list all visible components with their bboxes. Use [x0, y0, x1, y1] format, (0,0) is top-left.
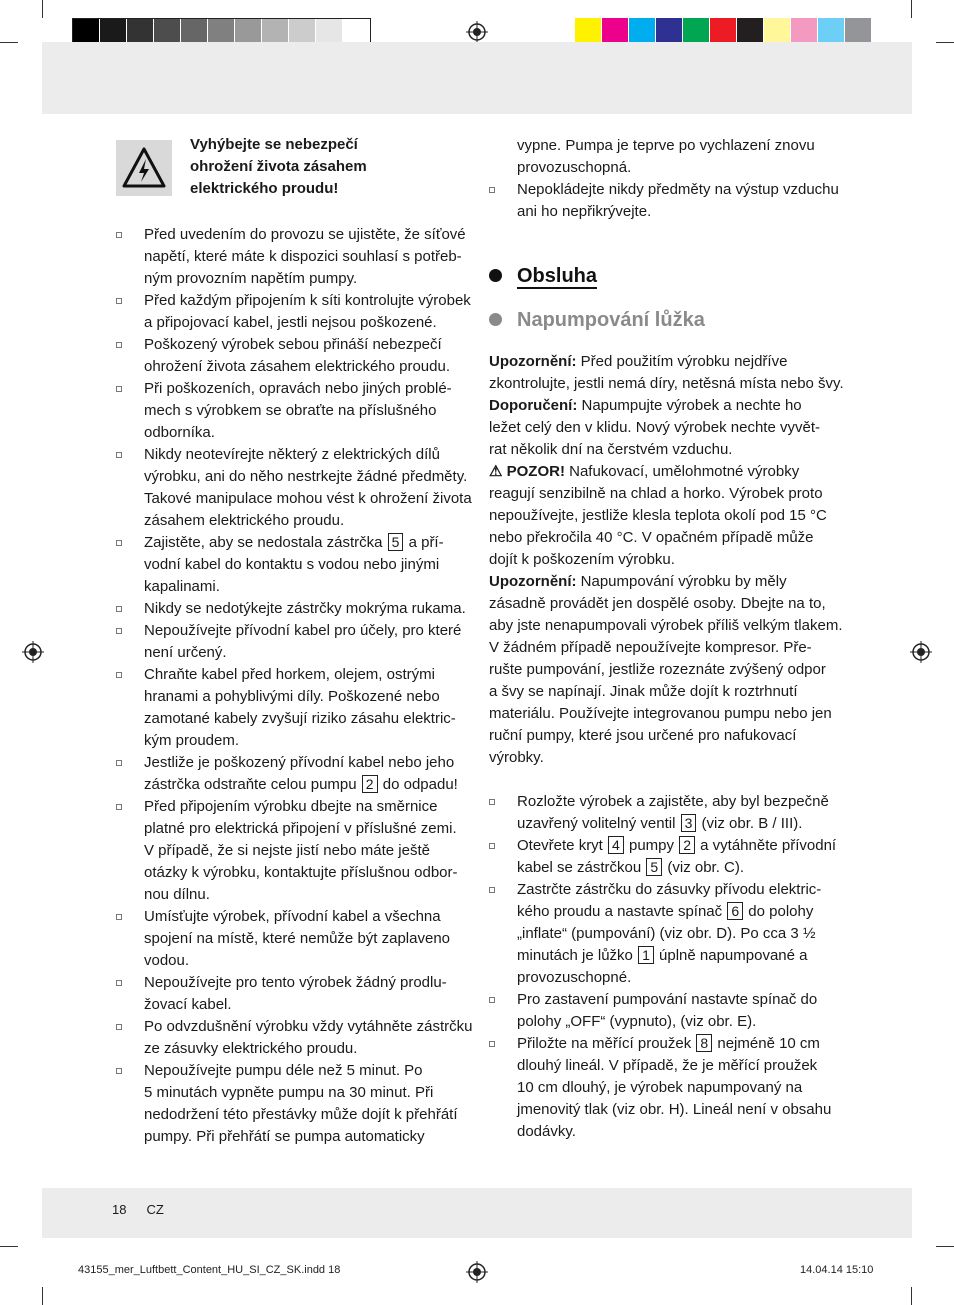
text-line: výrobky.	[489, 749, 544, 766]
crop-mark	[42, 0, 43, 18]
text-fragment: Zajistěte, aby se nedostala zástrčka	[144, 534, 387, 551]
text-fragment: minutách je lůžko	[517, 947, 638, 964]
file-slug: 43155_mer_Luftbett_Content_HU_SI_CZ_SK.indd 18	[78, 1264, 341, 1276]
text-line: Nepokládejte nikdy předměty na výstup vzduchu	[517, 181, 839, 198]
text-fragment: a vytáhněte přívodní	[695, 837, 837, 854]
language-code: CZ	[146, 1202, 164, 1217]
text-line: materiálu. Používejte integrovanou pumpu nebo jen	[489, 705, 832, 722]
warning-title	[190, 134, 450, 200]
text-line	[517, 945, 849, 967]
text-line: spojení na místě, které nemůže být zaplaveno	[144, 930, 451, 947]
text-line: rušte pumpování, jestliže rozeznáte zvýšený odpor	[489, 661, 826, 678]
list-item	[116, 224, 476, 290]
list-item	[116, 972, 476, 1016]
text-fragment: (viz obr. B / III).	[697, 815, 803, 832]
text-line: dodávky.	[517, 1123, 576, 1140]
note-paragraph	[489, 351, 849, 395]
electric-hazard-icon	[116, 140, 172, 196]
text-fragment: Před použitím výrobku nejdříve	[576, 353, 788, 370]
text-line: výrobku, ani do něho nestrkejte žádné předměty.	[144, 468, 468, 485]
text-line	[489, 351, 849, 373]
text-fragment: kého proudu a nastavte spínač	[517, 903, 727, 920]
text-line: zásahem elektrického proudu.	[144, 512, 345, 529]
text-line: zásadně provádět jen dospělé osoby. Dbejte na to,	[489, 595, 826, 612]
list-item	[116, 752, 476, 796]
text-line: „inflate“ (pumpování) (viz obr. D). Po cca 3 ½	[517, 925, 816, 942]
text-line	[517, 835, 849, 857]
text-line: ruční pumpy, které jsou určené pro nafukovací	[489, 727, 797, 744]
text-line: Nepoužívejte pro tento výrobek žádný prodlu-	[144, 974, 447, 991]
crop-mark	[42, 1287, 43, 1305]
text-line: Při poškozeních, opravách nebo jiných problé-	[144, 380, 452, 397]
text-fragment: Nafukovací, umělohmotné výrobky	[564, 463, 800, 480]
part-number-box: 4	[608, 836, 624, 854]
text-line: aby jste nenapumpovali výrobek příliš velkým tlakem.	[489, 617, 843, 634]
crop-mark	[0, 1246, 18, 1247]
text-fragment: (viz obr. C).	[663, 859, 745, 876]
text-line: odborníka.	[144, 424, 215, 441]
text-fragment: Otevřete kryt	[517, 837, 608, 854]
text-line: jmenovitý tlak (viz obr. H). Lineál není v obsahu	[517, 1101, 832, 1118]
text-line	[517, 1033, 849, 1055]
note-paragraph	[489, 395, 849, 461]
continuation-text	[489, 135, 849, 179]
text-line: Před připojením výrobku dbejte na směrnice	[144, 798, 438, 815]
registration-mark-icon	[466, 1261, 488, 1283]
text-line: nepoužívejte, jestliže klesla teplota okolí pod 15 °C	[489, 507, 827, 524]
crop-mark	[0, 42, 18, 43]
text-line: V žádném případě nepoužívejte kompresor. Pře-	[489, 639, 812, 656]
text-line: platné pro elektrická připojení v příslušné zemi.	[144, 820, 457, 837]
list-item	[489, 835, 849, 879]
part-number-box: 2	[362, 775, 378, 793]
header-band	[42, 42, 912, 114]
crop-mark	[911, 0, 912, 18]
subsection-heading: Napumpování lůžka	[489, 307, 849, 333]
text-fragment: a pří-	[404, 534, 444, 551]
list-item	[489, 791, 849, 835]
text-line	[517, 901, 849, 923]
list-item	[116, 1060, 476, 1148]
text-line: a švy se napínají. Jinak může dojít k roztrhnutí	[489, 683, 798, 700]
registration-mark-icon	[466, 21, 488, 43]
text-fragment: zástrčka odstraňte celou pumpu	[144, 776, 361, 793]
text-line: Před uvedením do provozu se ujistěte, že síťové	[144, 226, 466, 243]
text-line: Rozložte výrobek a zajistěte, aby byl bezpečně	[517, 793, 829, 810]
list-item	[116, 796, 476, 906]
text-line: Chraňte kabel před horkem, olejem, ostrými	[144, 666, 435, 683]
text-line: dlouhý lineál. V případě, že je měřící proužek	[517, 1057, 818, 1074]
left-safety-list	[116, 224, 476, 1148]
text-fragment: Napumpování výrobku by měly	[576, 573, 787, 590]
text-line: a připojovací kabel, jestli nejsou poškozené.	[144, 314, 437, 331]
text-line: ani ho nepřikrývejte.	[517, 203, 652, 220]
list-item	[489, 879, 849, 989]
list-item	[489, 989, 849, 1033]
list-item	[116, 598, 476, 620]
text-line: rat několik dní na čerstvém vzduchu.	[489, 441, 733, 458]
text-line: Nikdy se nedotýkejte zástrčky mokrýma rukama.	[144, 600, 466, 617]
text-line: nedodržení této přestávky může dojít k přehřátí	[144, 1106, 458, 1123]
text-line: V případě, že si nejste jistí nebo máte ještě	[144, 842, 430, 859]
text-fragment: Napumpujte výrobek a nechte ho	[577, 397, 802, 414]
part-number-box: 5	[646, 858, 662, 876]
text-fragment: Přiložte na měřící proužek	[517, 1035, 696, 1052]
text-line	[489, 461, 849, 483]
right-column	[489, 135, 849, 1143]
text-fragment: do odpadu!	[378, 776, 458, 793]
text-line	[517, 813, 849, 835]
text-line: není určený.	[144, 644, 227, 661]
text-line: Nepoužívejte přívodní kabel pro účely, pro které	[144, 622, 462, 639]
note-label: Doporučení:	[489, 397, 578, 414]
warning-box	[116, 140, 172, 196]
list-item	[116, 906, 476, 972]
text-line: Pro zastavení pumpování nastavte spínač do	[517, 991, 818, 1008]
text-fragment: pumpy	[624, 837, 679, 854]
date-slug: 14.04.14 15:10	[800, 1264, 874, 1276]
crop-mark	[936, 1246, 954, 1247]
list-item	[116, 664, 476, 752]
text-line: provozuschopná.	[517, 159, 632, 176]
list-item	[489, 1033, 849, 1143]
section-heading-text: Obsluha	[517, 265, 598, 287]
text-line: ohrožení života zásahem elektrického proudu.	[144, 358, 451, 375]
list-item	[116, 290, 476, 334]
section-heading	[489, 263, 849, 289]
warning-line: ohrožení života zásahem	[190, 158, 367, 175]
notes-block	[489, 351, 849, 769]
text-fragment: úplně napumpované a	[654, 947, 808, 964]
text-line: hranami a pohyblivými díly. Poškozené nebo	[144, 688, 440, 705]
text-line	[144, 774, 476, 796]
text-line: vypne. Pumpa je teprve po vychlazení znovu	[517, 137, 815, 154]
text-line: polohy „OFF“ (vypnuto), (viz obr. E).	[517, 1013, 757, 1030]
inflation-steps-list	[489, 791, 849, 1143]
warning-line: Vyhýbejte se nebezpečí	[190, 136, 358, 153]
text-line: 10 cm dlouhý, je výrobek napumpovaný na	[517, 1079, 803, 1096]
text-line	[517, 857, 849, 879]
text-line: mech s výrobkem se obraťte na příslušného	[144, 402, 437, 419]
text-line: Zastrčte zástrčku do zásuvky přívodu elektric-	[517, 881, 822, 898]
text-line: napětí, které máte k dispozici souhlasí s potřeb-	[144, 248, 462, 265]
footer-band	[42, 1188, 912, 1238]
text-line: Jestliže je poškozený přívodní kabel nebo jeho	[144, 754, 455, 771]
list-item	[116, 1016, 476, 1060]
list-item	[116, 378, 476, 444]
text-line: nebo překročila 40 °C. V opačném případě může	[489, 529, 814, 546]
list-item	[116, 444, 476, 532]
text-line: vodou.	[144, 952, 190, 969]
text-fragment: do polohy	[744, 903, 814, 920]
text-line: žovací kabel.	[144, 996, 232, 1013]
text-line: Takové manipulace mohou vést k ohrožení života	[144, 490, 472, 507]
text-line: Umísťujte výrobek, přívodní kabel a všechna	[144, 908, 441, 925]
text-line	[489, 395, 849, 417]
text-fragment: uzavřený volitelný ventil	[517, 815, 680, 832]
text-line: kapalinami.	[144, 578, 220, 595]
text-line: zkontrolujte, jestli nemá díry, netěsná místa nebo švy.	[489, 375, 844, 392]
text-line: Před každým připojením k síti kontrolujte výrobek	[144, 292, 471, 309]
crop-mark	[936, 42, 954, 43]
text-line: provozuschopné.	[517, 969, 632, 986]
text-line: ným provozním napětím pumpy.	[144, 270, 358, 287]
note-paragraph	[489, 461, 849, 571]
note-paragraph	[489, 571, 849, 769]
warning-line: elektrického proudu!	[190, 180, 339, 197]
registration-mark-icon	[910, 641, 932, 663]
text-line: reagují senzibilně na chlad a horko. Výrobek proto	[489, 485, 823, 502]
part-number-box: 5	[388, 533, 404, 551]
text-fragment: kabel se zástrčkou	[517, 859, 646, 876]
list-item	[116, 334, 476, 378]
list-item	[116, 532, 476, 598]
note-label: Upozornění:	[489, 573, 577, 590]
text-line: kým proudem.	[144, 732, 240, 749]
text-line: Nepoužívejte pumpu déle než 5 minut. Po	[144, 1062, 423, 1079]
text-line: nou dílnu.	[144, 886, 210, 903]
part-number-box: 2	[679, 836, 695, 854]
list-item	[116, 620, 476, 664]
part-number-box: 8	[696, 1034, 712, 1052]
text-line: pumpy. Při přehřátí se pumpa automaticky	[144, 1128, 425, 1145]
text-line: dojít k poškozením výrobku.	[489, 551, 675, 568]
part-number-box: 1	[638, 946, 654, 964]
text-line: zamotané kabely zvyšují riziko zásahu elektric-	[144, 710, 456, 727]
page-number: 18 CZ	[112, 1202, 164, 1217]
note-label: Upozornění:	[489, 353, 577, 370]
text-line: 5 minutách vypněte pumpu na 30 minut. Při	[144, 1084, 434, 1101]
text-line: Poškozený výrobek sebou přináší nebezpečí	[144, 336, 442, 353]
note-label: ⚠ POZOR!	[489, 463, 565, 480]
part-number-box: 3	[681, 814, 697, 832]
text-line: ležet celý den v klidu. Nový výrobek nechte vyvět-	[489, 419, 820, 436]
part-number-box: 6	[727, 902, 743, 920]
text-line: ze zásuvky elektrického proudu.	[144, 1040, 358, 1057]
text-line: vodní kabel do kontaktu s vodou nebo jinými	[144, 556, 440, 573]
text-line	[144, 532, 476, 554]
text-line: Po odvzdušnění výrobku vždy vytáhněte zástrčku	[144, 1018, 473, 1035]
text-line	[489, 571, 849, 593]
crop-mark	[911, 1287, 912, 1305]
registration-mark-icon	[22, 641, 44, 663]
list-item	[489, 179, 849, 223]
text-line: otázky k výrobku, kontaktujte příslušnou odbor-	[144, 864, 458, 881]
text-fragment: nejméně 10 cm	[713, 1035, 820, 1052]
text-line: Nikdy neotevírejte některý z elektrických dílů	[144, 446, 440, 463]
